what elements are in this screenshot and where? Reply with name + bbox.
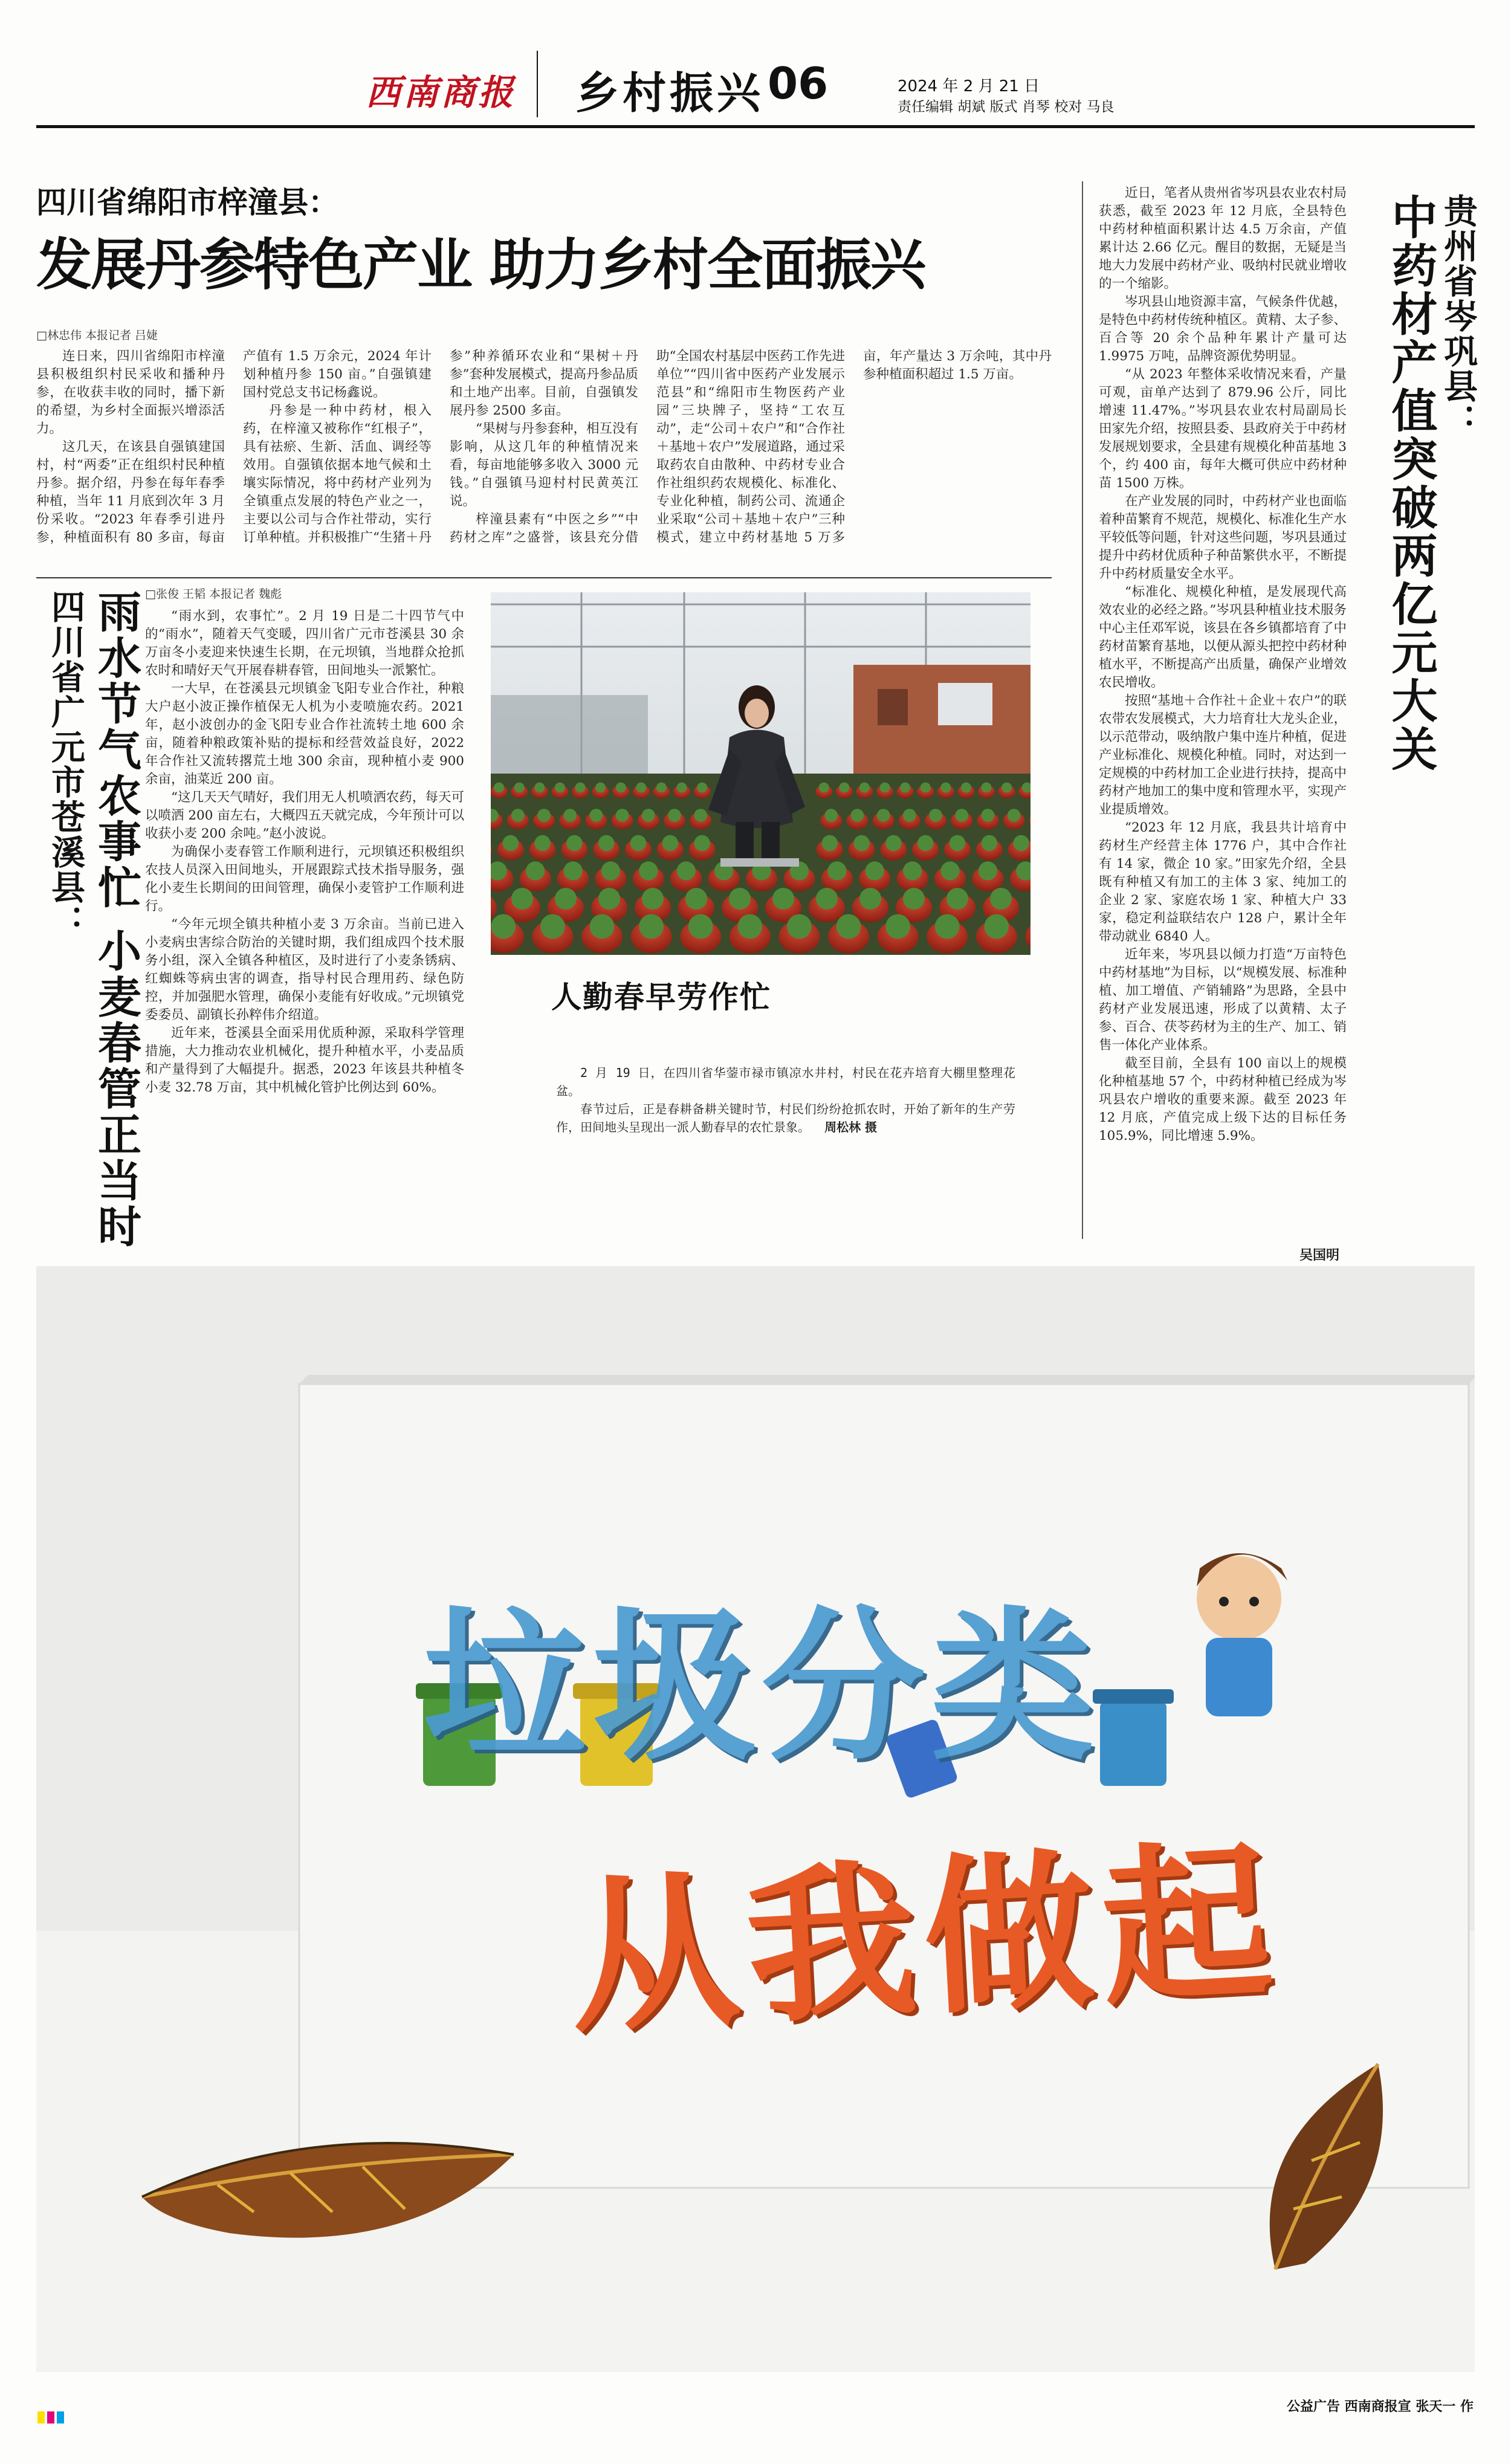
- paragraph: “2023 年 12 月底，我县共计培育中药材生产经营主体 1776 户，其中合作社有 14 家，微企 10 家。”田家先介绍，全县既有种植又有加工的主体 3 家、纯加工的企业 2 家、家庭农场 1 家、种植大户 33 家，稳定利益联结农户 128 户，累计全年带动就业 6840 人。: [1099, 820, 1347, 944]
- ad-slogan-line1: 垃圾分类: [423, 1592, 1100, 1782]
- issue-date: 2024 年 2 月 21 日: [898, 77, 1040, 95]
- article-cangxi-byline: □张俊 王韬 本报记者 魏彪: [145, 587, 282, 601]
- article-cangxi-kicker: 四川省广元市苍溪县：: [46, 589, 85, 940]
- paragraph: “从 2023 年整体采收情况来看，产量可观，亩单产达到了 879.96 公斤，同比增速 11.47%。”岑巩县农业农村局副局长田家先介绍，按照县委、县政府关于中药材发展规划要求，全县建有规模化种苗基地 3 个，约 400 亩，每年大概可供应中药材种苗 1500 万株。: [1099, 367, 1347, 491]
- paragraph: 在产业发展的同时，中药材产业也面临着种苗繁育不规范，规模化、标准化生产水平较低等问题，针对这些问题，岑巩县通过提升中药材优质种子种苗繁供水平，不断提升中药材质量安全水平。: [1099, 494, 1347, 581]
- footer-color-marks: [37, 2411, 64, 2426]
- section-title: 乡村振兴: [575, 68, 765, 118]
- public-service-ad: [36, 1266, 1475, 2372]
- ad-credit: 公益广告 西南商报宣 张天一 作: [1287, 2399, 1474, 2414]
- paragraph: 近日，笔者从贵州省岑巩县农业农村局获悉，截至 2023 年 12 月底，全县特色中药材种植面积累计达 4.5 万余亩，产值累计达 2.66 亿元。醒目的数据，无疑是当地大力发展中药材产业、吸纳村民就业增收的一个缩影。: [1099, 186, 1347, 291]
- paragraph: “雨水到，农事忙”。2 月 19 日是二十四节气中的“雨水”，随着天气变暖，四川省广元市苍溪县 30 余万亩冬小麦迎来快速生长期，在元坝镇，当地群众抢抓农时和晴好天气开展春耕春管，田间地头一派繁忙。: [145, 609, 464, 678]
- article-zitong-byline: □林忠伟 本报记者 吕婕: [36, 329, 158, 342]
- article-cengong-body: [1099, 184, 1347, 1224]
- article-zitong-body: [36, 348, 1052, 559]
- news-photo: [491, 592, 1031, 1027]
- greenhouse-photo-illustration: [491, 592, 1031, 1027]
- photo-caption-text: 2 月 19 日，在四川省华蓥市禄市镇凉水井村，村民在花卉培育大棚里整理花盆。: [556, 1065, 1015, 1098]
- masthead: [0, 0, 1511, 130]
- page-number: 06: [768, 58, 829, 109]
- paragraph: “这几天天气晴好，我们用无人机喷洒农药，每天可以喷洒 200 亩左右，大概四五天就完成，今年预计可以收获小麦 200 余吨。”赵小波说。: [145, 790, 464, 841]
- paragraph: “标准化、规模化种植，是发展现代高效农业的必经之路。”岑巩县种植业技术服务中心主任邓军说，该县在各乡镇都培育了中药材苗繁育基地，以便从源头把控中药材种植水平，不断提高产出质量，确保产业增效农民增收。: [1099, 584, 1347, 690]
- masthead-logo: 西南商报: [366, 72, 516, 113]
- paragraph: 截至目前，全县有 100 亩以上的规模化种植基地 57 个，中药材种植已经成为岑巩县农户增收的重要来源。截至 2023 年 12 月底，产值完成上级下达的目标任务 105.9%，同比增速 5.9%。: [1099, 1056, 1347, 1143]
- paragraph: “今年元坝全镇共种植小麦 3 万余亩。当前已进入小麦病虫害综合防治的关键时期，我们组成四个技术服务小组，深入全镇各种植区，及时进行了小麦条锈病、红蜘蛛等病虫害的调查，指导村民合理用药、绿色防控，并加强肥水管理，确保小麦能有好收成。”元坝镇党委委员、副镇长孙粹伟介绍道。: [145, 917, 464, 1023]
- article-cengong-kicker: 贵州省岑巩县：: [1438, 193, 1478, 439]
- editors-line: 责任编辑 胡斌 版式 肖琴 校对 马良: [898, 99, 1115, 115]
- photo-caption-title: 人勤春早劳作忙: [551, 979, 771, 1015]
- paragraph: 梓潼县素有“中医之乡”“中药材之库”之盛誉，该县充分借助“全国农村基层中医药工作先进单位”“四川省中医药产业发展示范县”和“绵阳市生物医药产业园”三块牌子，坚持“工农互动”，走“公司＋农户”和“合作社＋基地＋农户”发展道路，通过采取药农自由散种、中药材专业合作社组织药农规模化、标准化、专业化种植，制药公司、流通企业采取“公司＋基地＋农户”三种模式，建立中药材基地 5 万多亩，年产量达 3 万余吨，其中丹参种植面积超过 1.5 万亩。: [450, 349, 1052, 545]
- paragraph: 连日来，四川省绵阳市梓潼县积极组织村民采收和播种丹参，在收获丰收的同时，播下新的希望，为乡村全面振兴增添活力。: [36, 349, 225, 436]
- article-zitong-headline: 发展丹参特色产业 助力乡村全面振兴: [36, 233, 925, 297]
- masthead-divider: [537, 51, 538, 117]
- photo-caption-text-2: 春节过后，正是春耕备耕关键时节，村民们纷纷抢抓农时，开始了新年的生产劳作，田间地头呈现出一派人勤春早的农忙景象。 周松林 摄: [556, 1102, 1015, 1134]
- paragraph: 近年来，苍溪县全面采用优质种源，采取科学管理措施，大力推动农业机械化，提升种植水平，小麦品质和产量得到了大幅提升。据悉，2023 年该县共种植冬小麦 32.78 万亩，其中机械化管护比例达到 60%。: [145, 1026, 464, 1095]
- paragraph: 一大早，在苍溪县元坝镇金飞阳专业合作社，种粮大户赵小波正操作植保无人机为小麦喷施农药。2021 年，赵小波创办的金飞阳专业合作社流转土地 600 余亩，随着种粮政策补贴的提标和经营效益良好，2022 年合作社又流转撂荒土地 300 余亩，现种植小麦 900 余亩，油菜近 200 亩。: [145, 681, 464, 787]
- paragraph: 为确保小麦春管工作顺利进行，元坝镇还积极组织农技人员深入田间地头，开展跟踪式技术指导服务，强化小麦生长期间的田间管理，确保小麦管护工作顺利进行。: [145, 844, 464, 914]
- article-zitong-bottom-rule: [36, 577, 1052, 578]
- paragraph: 这几天，在该县自强镇建国村，村“两委”正在组织村民种植丹参。据介绍，丹参在每年春季种植，当年 11 月底到次年 3 月份采收。“2023 年春季引进丹参，种植面积有 80 多亩，每亩产值有 1.5 万余元，2024 年计划种植丹参 150 亩。”自强镇建国村党总支书记杨鑫说。: [36, 349, 432, 545]
- article-cangxi-body: [145, 607, 464, 1236]
- article-cengong-headline: 中药材产值突破两亿元大关: [1384, 193, 1438, 774]
- article-zitong: [36, 136, 1064, 565]
- paragraph: 岑巩县山地资源丰富，气候条件优越，是特色中药材传统种植区。黄精、太子参、百合等 20 余个品种年累计产量可达 1.9975 万吨，品牌资源优势明显。: [1099, 294, 1347, 364]
- article-zitong-kicker: 四川省绵阳市梓潼县：: [36, 185, 338, 220]
- ad-slogan-line2: 从我做起: [564, 1823, 1284, 2057]
- article-cangxi-headline: 雨水节气农事忙 小麦春管正当时: [91, 589, 141, 1250]
- photo-credit: 周松林 摄: [824, 1120, 878, 1134]
- paragraph: 丹参是一种中药材，根入药，在梓潼又被称作“红根子”，具有祛瘀、生新、活血、调经等效用。自强镇依据本地气候和土壤实际情况，将中药材产业列为全镇重点发展的特色产业之一，主要以公司与合作社带动，实行订单种植。并积极推广“生猪＋丹参”种养循环农业和“果树＋丹参”套种发展模式，提高丹参品质和土地产出率。目前，自强镇发展丹参 2500 多亩。: [243, 349, 638, 545]
- paragraph: “果树与丹参套种，相互没有影响，从这几年的种植情况来看，每亩地能够多收入 3000 元钱。”自强镇马迎村村民黄英江说。: [450, 421, 638, 509]
- paragraph: 按照“基地＋合作社＋企业＋农户”的联农带农发展模式，大力培育壮大龙头企业，以示范带动，吸纳散户集中连片种植，促进产业标准化、规模化种植。同时，对达到一定规模的中药材加工企业进行扶持，提高中药材产地加工的集中度和管理水平，实现产业提质增效。: [1099, 693, 1347, 817]
- paragraph: 近年来，岑巩县以倾力打造“万亩特色中药材基地”为目标，以“规模发展、标准种植、加工增值、产销辅路”为思路，全县中药材产业发展迅速，形成了以黄精、太子参、百合、茯苓药材为主的生产、加工、销售一体化产业体系。: [1099, 947, 1347, 1053]
- article-cengong-author: 吴国明: [1299, 1248, 1340, 1263]
- masthead-rule: [36, 125, 1475, 128]
- column-divider: [1082, 181, 1083, 1239]
- photo-caption: [556, 1064, 1015, 1136]
